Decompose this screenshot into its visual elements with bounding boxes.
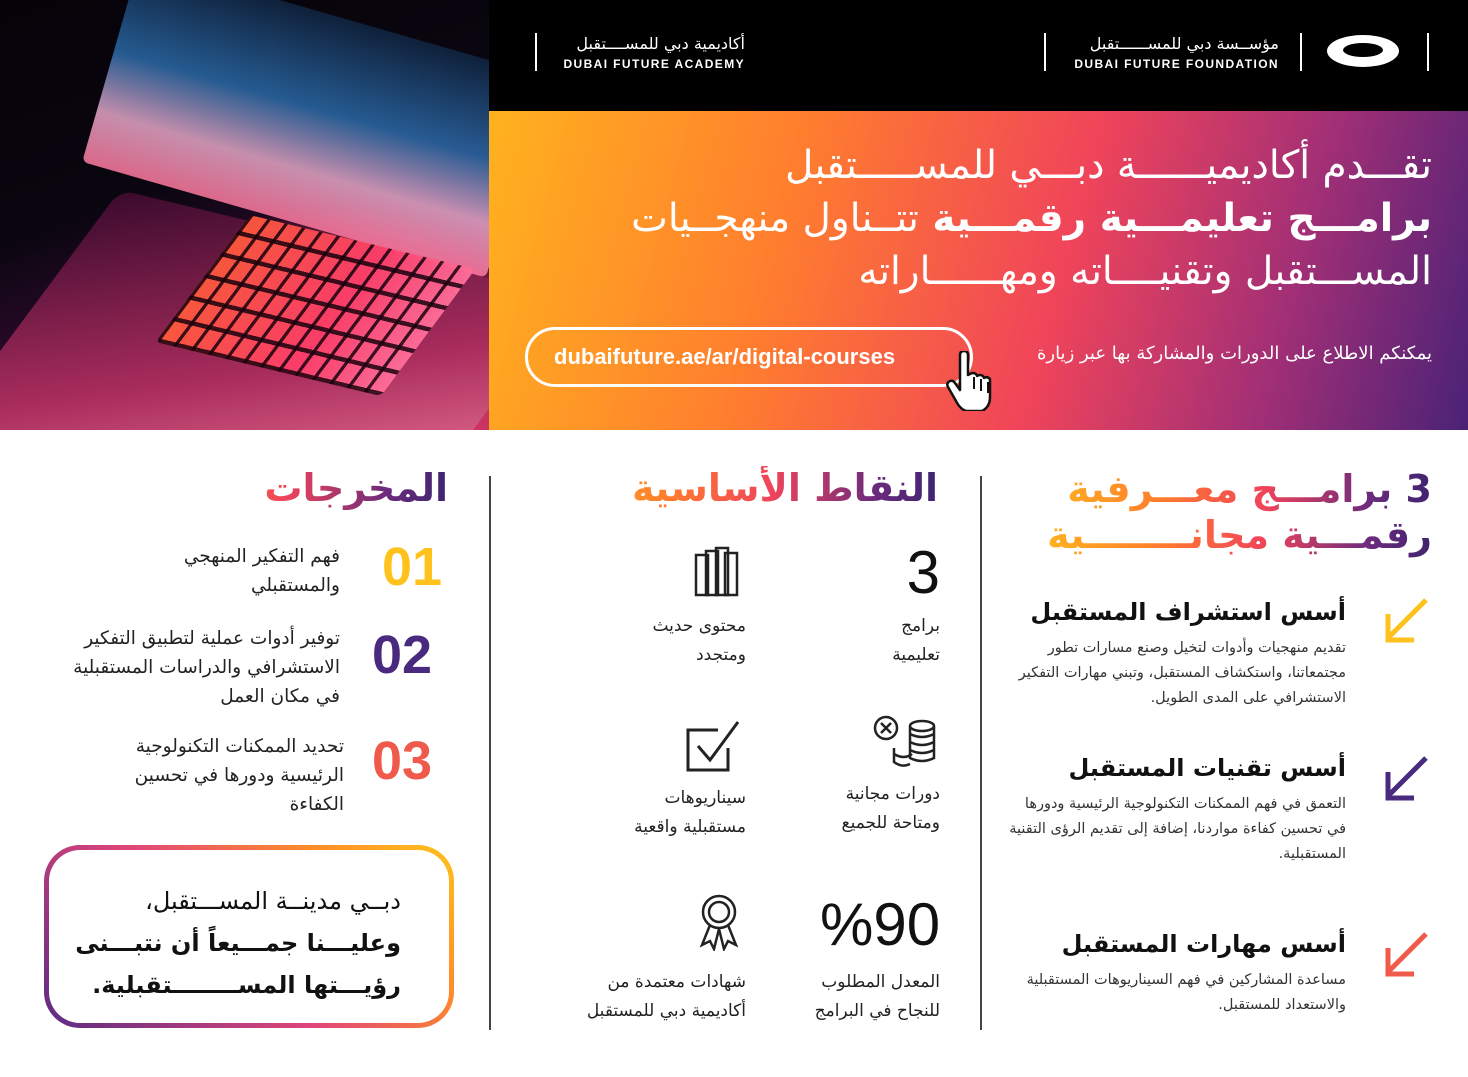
checkbox-icon [684, 718, 742, 774]
foundation-eye-logo-icon [1327, 35, 1399, 67]
banner-headline [532, 139, 1432, 298]
programs-title-line-1: 3 برامـــج معـــرفية [1012, 466, 1432, 512]
divider [1044, 33, 1046, 71]
label-line: مستقبلية واقعية [634, 817, 746, 837]
label-line: المعدل المطلوب [821, 972, 940, 992]
slogan-inner [49, 850, 449, 1023]
outcome-line: الرئيسية ودورها في تحسين [134, 765, 344, 786]
outcome-line: تحديد الممكنات التكنولوجية [135, 736, 344, 757]
outcomes-title: المخرجات [40, 466, 448, 510]
label-line: شهادات معتمدة من [607, 972, 746, 992]
program-item [1006, 930, 1346, 1018]
program-title: أسس استشراف المستقبل [1030, 598, 1346, 626]
label-line: سيناريوهات [664, 788, 746, 808]
label-line: دورات مجانية [845, 784, 940, 804]
headline-line-3: المســـتقبل وتقنيــــاته ومهــــــاراته [858, 249, 1432, 294]
programs-title-line-2: رقمـــية مجانــــــــية [1012, 512, 1432, 558]
academy-logo [555, 34, 745, 71]
label-line: أكاديمية دبي للمستقبل [586, 1001, 746, 1021]
divider [535, 33, 537, 71]
headline-line-2 [532, 192, 1432, 245]
visit-instructions: يمكنكم الاطلاع على الدورات والمشاركة بها عبر زيارة [1036, 343, 1432, 364]
outcome-line: توفير أدوات عملية لتطبيق التفكير [84, 628, 340, 649]
outcome-line: فهم التفكير المنهجي [183, 546, 340, 567]
certificates-label [540, 968, 746, 1026]
arrow-down-left-icon [1382, 596, 1432, 646]
award-ribbon-icon [696, 893, 742, 951]
headline-line-1: تقـــدم أكاديميــــــة دبـــي للمســـــتقبل [784, 143, 1432, 188]
foundation-logo [1061, 34, 1279, 71]
courses-link-button[interactable] [525, 327, 973, 387]
program-description: تقديم منهجيات وأدوات لتخيل وصنع مسارات تطور مجتمعاتنا، واستكشاف المستقبل، وتبني مهارات التفكير الاستشرافي على المدى الطويل. [1018, 640, 1346, 706]
outcome-line: الكفاءة [289, 794, 344, 815]
outcome-number: 03 [372, 731, 433, 791]
label-line: تعليمية [892, 645, 940, 665]
program-title: أسس تقنيات المستقبل [1068, 754, 1346, 782]
header-bar [489, 0, 1468, 111]
laptop-photo [0, 0, 489, 430]
outcome-line: الاستشرافي والدراسات المستقبلية [73, 657, 340, 678]
hero-banner [489, 111, 1468, 430]
free-courses-label [780, 780, 940, 838]
foundation-name-en: DUBAI FUTURE FOUNDATION [1074, 57, 1279, 71]
pass-rate-value: %90 [820, 891, 941, 958]
outcome-line: والمستقبلي [251, 575, 340, 596]
outcome-text [60, 732, 344, 819]
divider [1427, 33, 1429, 71]
label-line: ومتاحة للجميع [841, 813, 940, 833]
headline-line-2-bold: برامـــج تعليمـــية رقمـــية [932, 196, 1432, 241]
arrow-down-left-icon [1382, 930, 1432, 980]
slogan-line-3: رؤيـــتها المســــــــتقبلية. [92, 971, 401, 999]
label-line: محتوى حديث [652, 616, 746, 636]
program-description: مساعدة المشاركين في فهم السيناريوهات المستقبلية والاستعداد للمستقبل. [1026, 972, 1346, 1013]
label-line: للنجاح في البرامج [814, 1001, 940, 1021]
outcome-text [100, 542, 340, 600]
label-line: برامج [901, 616, 940, 636]
courses-url[interactable]: dubaifuture.ae/ar/digital-courses [554, 344, 896, 369]
label-line: ومتجدد [696, 645, 746, 665]
academy-name-en: DUBAI FUTURE ACADEMY [563, 57, 745, 71]
foundation-name-ar: مؤســسة دبي للمســــــتقبل [1089, 34, 1279, 53]
program-title: أسس مهارات المستقبل [1061, 930, 1346, 958]
outcome-line: في مكان العمل [220, 686, 340, 707]
programs-count-label [780, 612, 940, 670]
program-item [1006, 598, 1346, 711]
program-description: التعمق في فهم الممكنات التكنولوجية الرئيسية ودورها في تحسين كفاءة مواردنا، إضافة إلى تقديم الرؤى التقنية المستقبلية. [1009, 796, 1346, 862]
divider [1300, 33, 1302, 71]
free-coins-icon [872, 714, 938, 770]
program-item [1006, 754, 1346, 867]
outcome-number: 01 [382, 537, 443, 597]
programs-count: 3 [906, 539, 940, 606]
headline-line-2-normal: تتــناول منهجــيات [631, 196, 919, 241]
arrow-down-left-icon [1382, 754, 1432, 804]
programs-title [1012, 466, 1432, 558]
key-points-title: النقاط الأساسية [520, 466, 938, 510]
slogan-text [75, 880, 401, 1006]
books-icon [692, 545, 740, 599]
academy-name-ar: أكاديمية دبي للمســــتقبل [576, 34, 745, 53]
slogan-box [44, 845, 454, 1028]
scenarios-label [586, 784, 746, 842]
slogan-line-2: وعليـــنا جمـــيعاً أن نتبـــنى [75, 929, 401, 957]
outcome-number: 02 [372, 625, 433, 685]
column-divider [489, 476, 491, 1030]
pointer-hand-icon [944, 351, 996, 411]
content-label [586, 612, 746, 670]
pass-rate-label [770, 968, 940, 1026]
slogan-line-1: دبــي مدينــة المســـتقبل، [145, 887, 401, 915]
column-divider [980, 476, 982, 1030]
outcome-text [30, 624, 340, 711]
